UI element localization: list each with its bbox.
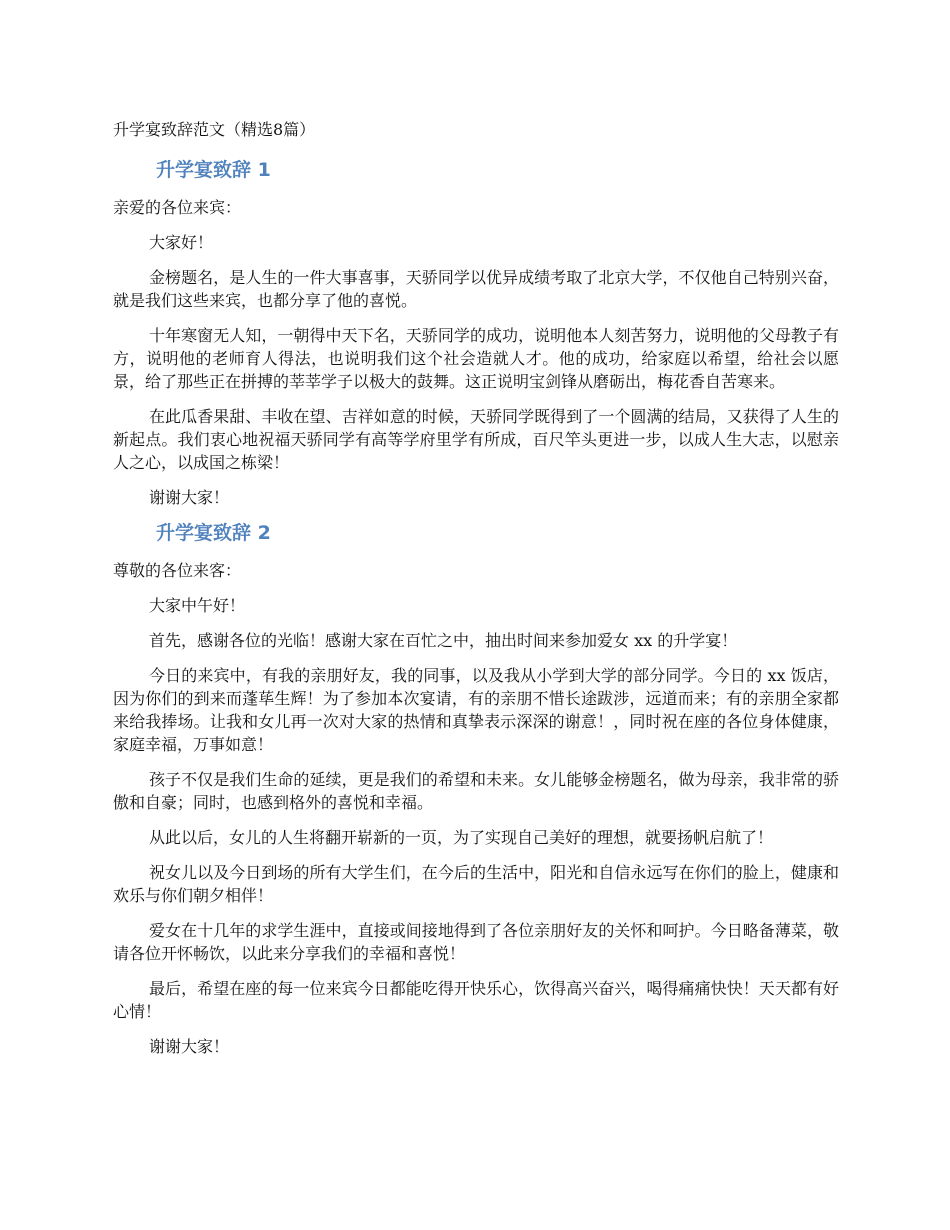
salutation-2: 尊敬的各位来客： <box>113 561 242 580</box>
paragraph: 爱女在十几年的求学生涯中，直接或间接地得到了各位亲朋好友的关怀和呵护。今日略备薄菜，敬请各位开怀畅饮，以此来分享我们的幸福和喜悦！ <box>113 921 839 963</box>
paragraph: 首先，感谢各位的光临！感谢大家在百忙之中，抽出时间来参加爱女 xx 的升学宴！ <box>149 631 738 650</box>
paragraph: 十年寒窗无人知，一朝得中天下名，天骄同学的成功，说明他本人刻苦努力，说明他的父母教子有方，说明他的老师育人得法，也说明我们这个社会造就人才。他的成功，给家庭以希望，给社会以愿景，给了那些正在拼搏的莘莘学子以极大的鼓舞。这正说明宝剑锋从磨砺出，梅花香自苦寒来。 <box>113 326 839 391</box>
paragraph: 谢谢大家！ <box>149 488 230 507</box>
paragraph: 金榜题名，是人生的一件大事喜事，天骄同学以优异成绩考取了北京大学，不仅他自己特别兴奋，就是我们这些来宾，也都分享了他的喜悦。 <box>113 268 839 310</box>
document-title: 升学宴致辞范文（精选8篇） <box>113 120 316 139</box>
paragraph: 孩子不仅是我们生命的延续，更是我们的希望和未来。女儿能够金榜题名，做为母亲，我非常的骄傲和自豪；同时，也感到格外的喜悦和幸福。 <box>113 770 839 812</box>
paragraph: 大家好！ <box>149 233 214 252</box>
paragraph: 谢谢大家！ <box>149 1037 230 1056</box>
paragraph: 大家中午好！ <box>149 596 246 615</box>
paragraph: 在此瓜香果甜、丰收在望、吉祥如意的时候，天骄同学既得到了一个圆满的结局，又获得了人生的新起点。我们衷心地祝福天骄同学有高等学府里学有所成，百尺竿头更进一步，以成人生大志，以慰亲人之心，以成国之栋梁！ <box>113 407 839 472</box>
section-heading-2: 升学宴致辞 2 <box>156 522 271 544</box>
paragraph: 最后，希望在座的每一位来宾今日都能吃得开快乐心，饮得高兴奋兴，喝得痛痛快快！天天都有好心情！ <box>113 979 839 1021</box>
paragraph: 从此以后，女儿的人生将翻开崭新的一页，为了实现自己美好的理想，就要扬帆启航了！ <box>149 828 774 847</box>
paragraph: 今日的来宾中，有我的亲朋好友，我的同事，以及我从小学到大学的部分同学。今日的 xx 饭店，因为你们的到来而蓬荜生辉！为了参加本次宴请，有的亲朋不惜长途跋涉，远道而来；有的亲朋全家都来给我捧场。让我和女儿再一次对大家的热情和真挚表示深深的谢意！，同时祝在座的各位身体健康，家庭幸福，万事如意！ <box>113 666 839 754</box>
salutation-1: 亲爱的各位来宾： <box>113 198 242 217</box>
paragraph: 祝女儿以及今日到场的所有大学生们，在今后的生活中，阳光和自信永远写在你们的脸上，健康和欢乐与你们朝夕相伴！ <box>113 863 839 905</box>
document-page <box>113 118 839 1070</box>
section-heading-1: 升学宴致辞 1 <box>156 159 271 181</box>
